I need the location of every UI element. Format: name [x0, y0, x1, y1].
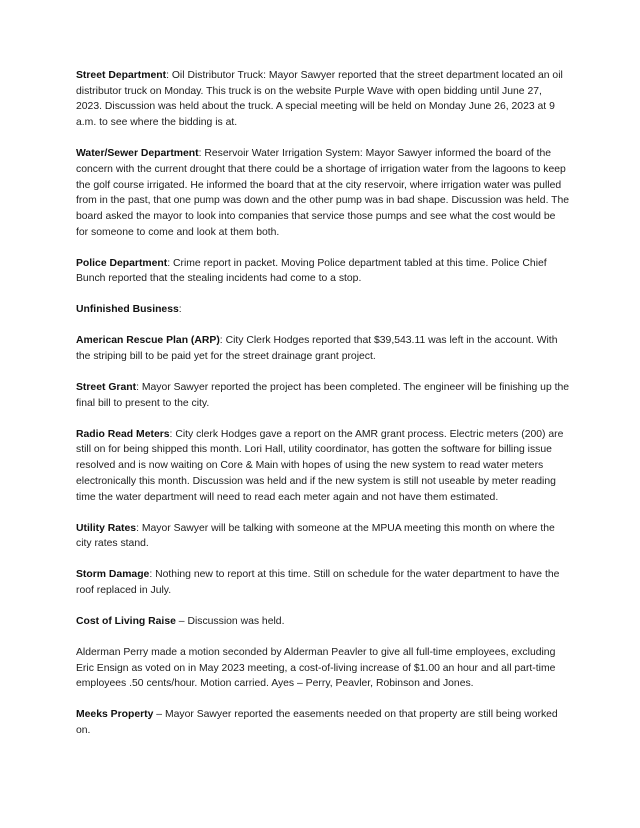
section-heading: Unfinished Business [76, 304, 179, 316]
water-sewer-department-section [76, 146, 570, 240]
section-text: : Nothing new to report at this time. Still on schedule for the water department to have the roof replaced in July. [76, 569, 560, 596]
section-heading: American Rescue Plan (ARP) [76, 335, 220, 347]
section-text: : City Clerk Hodges reported that $39,543.11 was left in the account. With the striping bill to be paid yet for the street drainage grant project. [76, 335, 558, 363]
police-department-section [76, 256, 570, 287]
section-text: : City clerk Hodges gave a report on the AMR grant process. Electric meters (200) are still on for being shipped this month. Lori Hall, utility coordinator, has gotten the software for billing issue resolved and is now waiting on Core & Main with hopes of using the new system to read water meters electronically this month. Discussion was held and if the new system is still not useable by meter reading time the water department will need to read each meter again and not have them estimated. [76, 428, 564, 503]
street-department-section [76, 68, 570, 131]
section-heading: Radio Read Meters [76, 428, 170, 440]
section-text: : Reservoir Water Irrigation System: Mayor Sawyer informed the board of the concern with the current drought that there could be a shortage of irrigation water from the lagoons to keep the golf course irrigated. He informed the board that at the city reservoir, where irrigation water was pulled from in the past, that one pump was down and the other pump was in bad shape. Discussion was held. The board asked the mayor to look into companies that service those pumps and see what the cost would be for someone to come and look at them both. [76, 148, 570, 238]
section-heading: Meeks Property [76, 709, 154, 721]
section-heading: Cost of Living Raise [76, 615, 176, 627]
section-heading: Police Department [76, 257, 168, 269]
section-text: – Mayor Sawyer reported the easements needed on that property are still being worked on. [76, 709, 558, 737]
section-heading: Street Department [76, 70, 167, 81]
section-text: – Discussion was held. [175, 615, 285, 627]
section-text: : Crime report in packet. Moving Police department tabled at this time. Police Chief Bunch reported that the stealing incidents had come to a stop. [76, 257, 547, 285]
section-text: : Oil Distributor Truck: Mayor Sawyer reported that the street department located an oil distributor truck on Monday. This truck is on the website Purple Wave with open bidding until June 27, 2023. Discussion was held about the truck. A special meeting will be held on Monday June 26, 2023 at 9 a.m. to see where the bidding is at. [76, 70, 563, 129]
unfinished-business-heading [76, 302, 570, 318]
section-heading: Storm Damage [76, 569, 150, 581]
cost-of-living-raise-section [76, 614, 570, 630]
section-heading: Street Grant [76, 382, 137, 394]
arp-section [76, 333, 570, 364]
section-heading: Water/Sewer Department [76, 148, 199, 160]
utility-rates-section [76, 521, 570, 552]
radio-read-meters-section [76, 427, 570, 506]
section-text: Alderman Perry made a motion seconded by Alderman Peavler to give all full-time employees, excluding Eric Ensign as voted on in May 2023 meeting, a cost-of-living increase of $1.00 an hour and all part-time employees .50 cents/hour. Motion carried. Ayes – Perry, Peavler, Robinson and Jones. [76, 646, 556, 690]
storm-damage-section [76, 567, 570, 598]
section-text: : Mayor Sawyer reported the project has been completed. The engineer will be finishing up the final bill to present to the city. [76, 382, 570, 409]
street-grant-section [76, 380, 570, 411]
section-text: : Mayor Sawyer will be talking with someone at the MPUA meeting this month on where the city rates stand. [76, 522, 555, 550]
motion-paragraph [76, 645, 570, 692]
section-heading: Utility Rates [76, 522, 137, 534]
section-text: : [178, 304, 182, 316]
meeks-property-section [76, 707, 570, 738]
